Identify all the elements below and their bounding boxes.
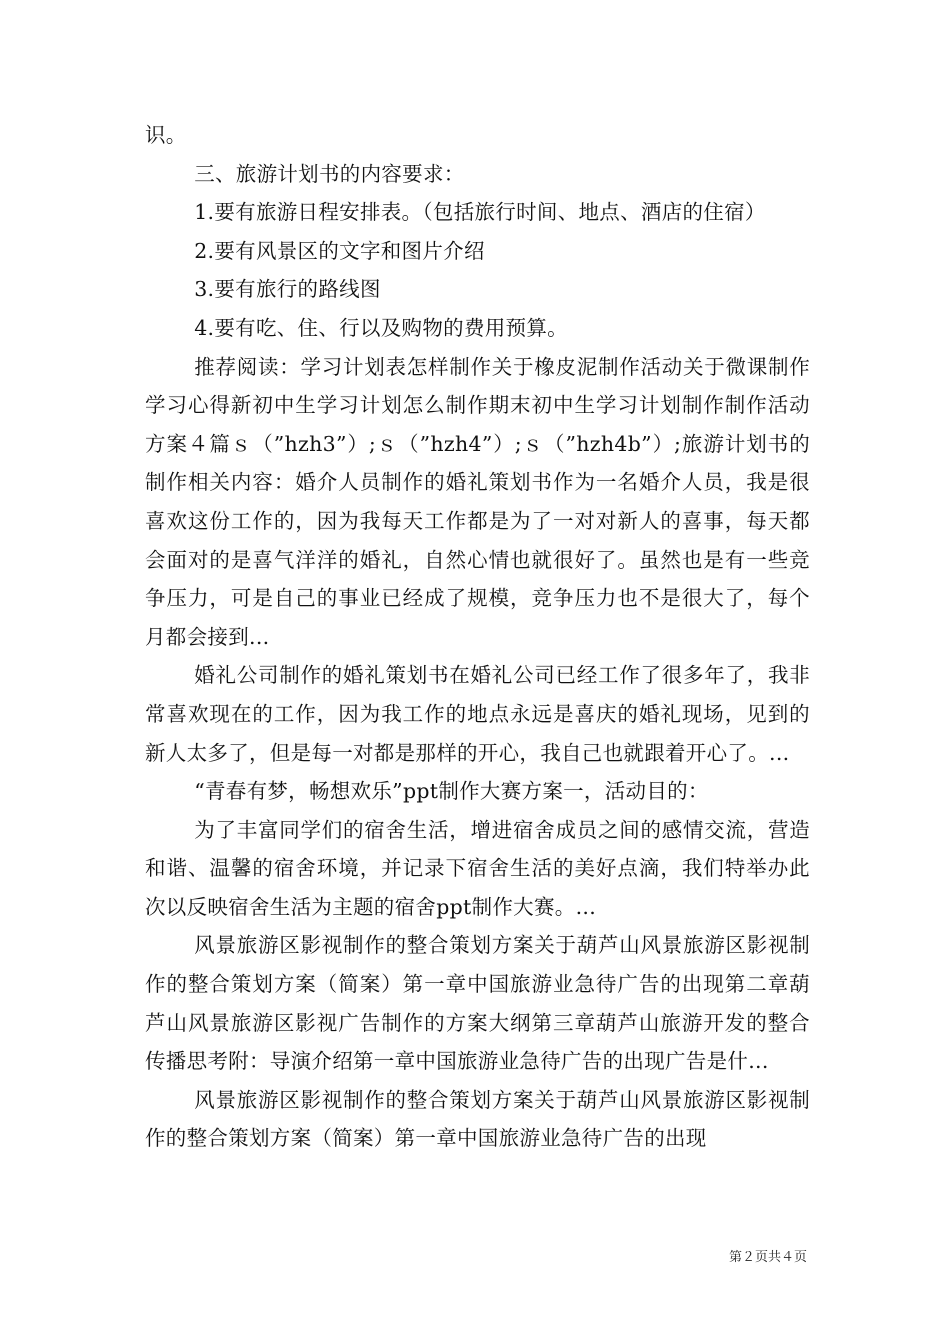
document-body: [145, 116, 810, 1158]
paragraph: 风景旅游区影视制作的整合策划方案关于葫芦山风景旅游区影视制作的整合策划方案（简案）第一章中国旅游业急待广告的出现第二章葫芦山风景旅游区影视广告制作的方案大纲第三章葫芦山旅游开发的整合传播思考附：导演介绍第一章中国旅游业急待广告的出现广告是什...: [145, 933, 810, 1074]
list-item: 2.要有风景区的文字和图片介绍: [194, 238, 485, 263]
section-heading: 三、旅游计划书的内容要求：: [194, 161, 465, 186]
list-item: 1.要有旅游日程安排表。（包括旅行时间、地点、酒店的住宿）: [194, 200, 766, 225]
list-item: 3.要有旅行的路线图: [194, 277, 381, 302]
paragraph: 为了丰富同学们的宿舍生活，增进宿舍成员之间的感情交流，营造和谐、温馨的宿舍环境，并记录下宿舍生活的美好点滴，我们特举办此次以反映宿舍生活为主题的宿舍ppt制作大赛。...: [145, 817, 810, 919]
paragraph: 推荐阅读：学习计划表怎样制作关于橡皮泥制作活动关于微课制作学习心得新初中生学习计划怎么制作期末初中生学习计划制作制作活动方案４篇ｓ（”hzh3”）;ｓ（”hzh4”）;ｓ（”hzh4b”）;旅游计划书的制作相关内容：婚介人员制作的婚礼策划书作为一名婚介人员，我是很喜欢这份工作的，因为我每天工作都是为了一对对新人的喜事，每天都会面对的是喜气洋洋的婚礼，自然心情也就很好了。虽然也是有一些竞争压力，可是自己的事业已经成了规模，竞争压力也不是很大了，每个月都会接到...: [145, 354, 810, 649]
paragraph: 风景旅游区影视制作的整合策划方案关于葫芦山风景旅游区影视制作的整合策划方案（简案）第一章中国旅游业急待广告的出现: [145, 1087, 810, 1151]
paragraph: 婚礼公司制作的婚礼策划书在婚礼公司已经工作了很多年了，我非常喜欢现在的工作，因为我工作的地点永远是喜庆的婚礼现场，见到的新人太多了，但是每一对都是那样的开心，我自己也就跟着开心了。...: [145, 663, 810, 765]
paragraph: “青春有梦，畅想欢乐”ppt制作大赛方案一，活动目的：: [194, 779, 709, 804]
list-item: 4.要有吃、住、行以及购物的费用预算。: [194, 315, 568, 340]
page-number-footer: 第２页共４页: [728, 1250, 807, 1265]
paragraph-continuation: 识。: [145, 123, 187, 147]
